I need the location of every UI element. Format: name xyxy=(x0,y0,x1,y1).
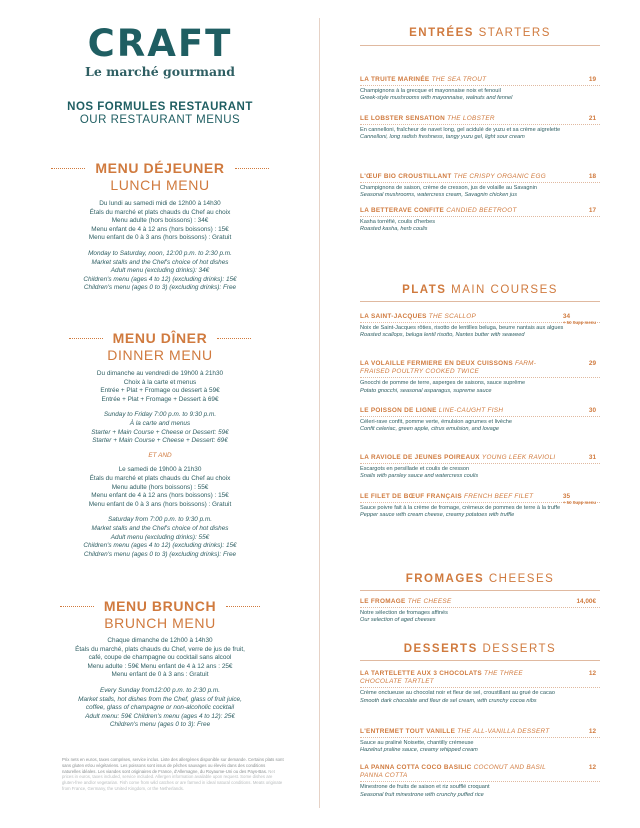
divider-dots xyxy=(51,168,85,169)
dinner-line: Entrée + Plat + Fromage + Dessert à 69€ xyxy=(101,395,219,403)
dish-name: L'ENTREMET TOUT VANILLE xyxy=(360,728,456,735)
cheeses-heading xyxy=(330,573,630,585)
footnote-en: Net prices in euros, taxes included, service included. Allergen information available upon request. Some dishes are gluten-free and/or vegetarian. Fish come from wild catches or are farmed in ideal natural conditions. Meats originate from France, Germany, the United Kingdom, or the Netherlands. xyxy=(62,768,283,791)
divider-dots xyxy=(217,338,251,339)
brunch-line: Menu adulte : 59€ Menu enfant de 4 à 12 ans : 25€ xyxy=(87,662,233,670)
dish-price: 17 xyxy=(588,207,596,214)
dish-name-en: THE CRISPY ORGANIC EGG xyxy=(453,173,547,180)
craft-logo: CRAFT xyxy=(87,22,233,65)
dish-name: LE FILET DE BŒUF FRANÇAIS xyxy=(360,493,462,500)
dish-item xyxy=(360,115,600,142)
dish-price: 12 xyxy=(588,764,596,771)
dish-name-en: FRENCH BEEF FILET xyxy=(464,493,534,500)
lunch-heading xyxy=(0,160,320,193)
dish-desc-en: Cannelloni, long radish freshness, tangy yuzu gel, light sour cream xyxy=(360,134,525,141)
dish-name-en: COCONUT AND BASIL PANNA COTTA xyxy=(360,764,546,780)
dish-price: 19 xyxy=(588,76,596,83)
dish-desc-en: Pepper sauce with cream cheese, creamy potatoes with truffle xyxy=(360,512,515,519)
dish-desc-fr: Escargots en persillade et coulis de cresson xyxy=(360,466,470,473)
dish-item xyxy=(360,598,600,625)
column-divider xyxy=(319,18,320,808)
footnote-fr: Prix nets en euros, taxes comprises, service inclus. Liste des allergènes disponible sur demande. Certains plats sont sans gluten et/ou végétariens. Les poissons sont issus de pêches sauvages ou élevés dans des conditions naturelles idéales. Les viandes sont originaires de France, d'Allemagne, du Royaume-Uni ou des Pays-Bas. xyxy=(62,757,284,774)
dinner-line: Étals du marché et plats chauds du Chef au choix xyxy=(89,474,231,482)
desserts-title-fr: DESSERTS xyxy=(403,643,478,655)
brunch-line-en: coffee, glass of champagne or non-alcoholic cocktail xyxy=(85,704,235,712)
dish-desc-fr: Sauce au praliné Noisette, chantilly crémeuse xyxy=(360,740,474,747)
starters-title-fr: ENTRÉES xyxy=(409,27,474,39)
dish-name: LA PANNA COTTA COCO BASILIC xyxy=(360,764,472,771)
dish-desc-en: Snails with parsley sauce and watercress coulis xyxy=(360,473,479,480)
dinner-line-en: Children's menu (ages 0 to 3) (excluding drinks): Free xyxy=(83,550,237,558)
cheeses-title-en: CHEESES xyxy=(488,573,555,585)
dinner-line: Entrée + Plat + Fromage ou dessert à 59€ xyxy=(100,387,220,395)
dish-desc-fr: Sauce poivre fait à la crème de fromage, crémeux de pommes de terre à la truffe xyxy=(360,505,561,512)
dish-item xyxy=(360,728,600,755)
dinner-line: Du dimanche au vendredi de 19h00 à 21h30 xyxy=(96,370,224,377)
dish-price: 29 xyxy=(588,360,596,367)
desserts-title-en: DESSERTS xyxy=(482,643,557,655)
brunch-line-en: Every Sunday from12:00 p.m. to 2:30 p.m. xyxy=(99,686,221,694)
dinner-line: Le samedi de 19h00 à 21h30 xyxy=(118,466,202,474)
cheeses-title-fr: FROMAGES xyxy=(405,573,485,585)
dinner-line-en: À la carte and menus xyxy=(129,419,191,427)
lunch-line: Menu enfant de 0 à 3 ans (hors boissons) : Gratuit xyxy=(88,234,232,242)
dish-name-en: THE LOBSTER xyxy=(447,115,495,122)
dinner-line-en: Market stalls and the Chef's choice of hot dishes xyxy=(91,524,229,532)
dish-price: 14,00€ xyxy=(576,598,596,605)
dinner-line-en: Saturday from 7:00 p.m. to 9:30 p.m. xyxy=(107,516,213,524)
dinner-line: Menu enfant de 0 à 3 ans (hors boissons) : Gratuit xyxy=(88,500,232,508)
brunch-heading xyxy=(0,598,320,631)
dish-desc-en: Smooth dark chocolate and fleur de sel cream, with crunchy cocoa nibs xyxy=(360,697,537,704)
dinner-title-fr: MENU DÎNER xyxy=(112,330,208,346)
dish-price: 30 xyxy=(588,407,596,414)
dinner-line: Choix à la carte et menus xyxy=(123,378,197,386)
dish-price: 12 xyxy=(588,670,596,677)
dish-item xyxy=(360,670,600,705)
dish-name: LA TARTELETTE AUX 3 CHOCOLATS xyxy=(360,670,482,677)
section-rule xyxy=(360,301,600,302)
carte-column xyxy=(330,0,630,828)
dish-desc-en: Seasonal fruit minestrone with crunchy puffed rice xyxy=(360,791,484,798)
dish-name-en: LINE-CAUGHT FISH xyxy=(438,407,504,414)
dish-supplement: + 5€ Supp menu xyxy=(562,320,596,325)
dish-name-en: YOUNG LEEK RAVIOLI xyxy=(481,454,556,461)
lunch-details xyxy=(40,200,280,293)
dish-desc-fr: Champignons à la grecque et mayonnaise noix et fenouil xyxy=(360,88,501,95)
dish-name-en: THE THREE CHOCOLATE TARTLET xyxy=(360,670,523,686)
brunch-details xyxy=(40,637,280,730)
dish-price: 21 xyxy=(588,115,596,122)
section-rule xyxy=(360,590,600,591)
dish-desc-en: Potato gnocchi, seasonal asparagus, supreme sauce xyxy=(360,387,492,394)
dish-name: LE POISSON DE LIGNE xyxy=(360,407,437,414)
dish-desc-en: Hazelnut praline sauce, creamy whipped cream xyxy=(360,747,478,754)
dish-desc-fr: Notre sélection de fromages affinés xyxy=(360,610,448,617)
mains-title-fr: PLATS xyxy=(402,284,447,296)
dish-name-en: CANDIED BEETROOT xyxy=(446,207,517,214)
dish-item xyxy=(360,173,600,200)
divider-dots xyxy=(235,168,269,169)
dish-name: LA SAINT-JACQUES xyxy=(360,313,427,320)
section-rule xyxy=(360,45,600,46)
formulas-header xyxy=(0,101,320,126)
desserts-heading xyxy=(330,643,630,655)
dish-item xyxy=(360,313,600,340)
dinner-title-en: DINNER MENU xyxy=(107,347,213,363)
starters-heading xyxy=(330,27,630,39)
dish-item xyxy=(360,76,600,103)
dish-price: 12 xyxy=(588,728,596,735)
dish-price: 18 xyxy=(588,173,596,180)
brunch-title-en: BRUNCH MENU xyxy=(104,615,216,631)
divider-dots xyxy=(69,338,103,339)
dinner-separator: ET AND xyxy=(148,451,172,459)
brunch-line: Chaque dimanche de 12h00 à 14h30 xyxy=(107,637,213,644)
dinner-line: Menu enfant de 4 à 12 ans (hors boissons) : 15€ xyxy=(91,492,229,500)
dish-desc-fr: Noix de Saint-Jacques rôties, risotto de lentilles beluga, beurre nantais aux algues xyxy=(360,325,564,332)
dish-item xyxy=(360,454,600,481)
dish-desc-fr: Crème onctueuse au chocolat noir et fleur de sel, croustillant au grué de cacao xyxy=(360,690,555,697)
dinner-line-en: Sunday to Friday 7:00 p.m. to 9:30 p.m. xyxy=(103,411,217,419)
dish-name: LA BETTERAVE CONFITE xyxy=(360,207,445,214)
dish-item xyxy=(360,407,600,434)
lunch-line-en: Monday to Saturday, noon, 12:00 p.m. to 2:30 p.m. xyxy=(88,249,232,257)
dish-supplement: + 5€ Supp menu xyxy=(562,500,596,505)
dinner-line-en: Starter + Main Course + Cheese or Dessert: 59€ xyxy=(91,428,229,436)
dinner-details xyxy=(40,370,280,559)
starters-title-en: STARTERS xyxy=(478,27,551,39)
formulas-title-fr: NOS FORMULES RESTAURANT xyxy=(67,101,253,113)
dish-item xyxy=(360,207,600,234)
dish-name: LA RAVIOLE DE JEUNES POIREAUX xyxy=(360,454,480,461)
brunch-line: Étals du marché, plats chauds du Chef, verre de jus de fruit, xyxy=(75,645,245,653)
lunch-line-en: Adult menu (excluding drinks): 34€ xyxy=(110,267,210,275)
dinner-line: Menu adulte (hors boissons) : 55€ xyxy=(111,483,209,491)
lunch-line: Étals du marché et plats chauds du Chef au choix xyxy=(89,208,231,216)
dish-desc-fr: Gnocchi de pomme de terre, asperges de saisons, sauce suprême xyxy=(360,380,526,387)
dinner-line-en: Adult menu (excluding drinks): 55€ xyxy=(110,533,210,541)
dish-price: 31 xyxy=(588,454,596,461)
dish-name-en: THE SCALLOP xyxy=(428,313,477,320)
dish-desc-fr: Céleri-rave confit, pomme verte, émulsion agrumes et livèche xyxy=(360,419,513,426)
brunch-line-en: Children's menu (ages 0 to 3): Free xyxy=(109,721,211,729)
lunch-title-en: LUNCH MENU xyxy=(110,177,210,193)
dish-desc-fr: Kasha torréfié, coulis d'herbes xyxy=(360,219,436,226)
dish-desc-fr: En cannelloni, fraîcheur de navet long, gel acidulé de yuzu et sa crème aigrelette xyxy=(360,127,561,134)
dish-name: LA TRUITE MARINÉE xyxy=(360,76,430,83)
dish-name: L'ŒUF BIO CROUSTILLANT xyxy=(360,173,452,180)
lunch-line-en: Children's menu (ages 4 to 12) (excluding drinks): 15€ xyxy=(83,275,237,283)
tagline: Le marché gourmand xyxy=(85,64,235,79)
dish-name: LE FROMAGE xyxy=(360,598,406,605)
dinner-heading xyxy=(0,330,320,363)
dish-desc-fr: Minestrone de fruits de saison et riz soufflé croquant xyxy=(360,784,490,791)
brunch-title-fr: MENU BRUNCH xyxy=(103,598,217,614)
brunch-line: Menu enfant de 0 à 3 ans : Gratuit xyxy=(111,671,209,679)
brunch-line-en: Market stalls, hot dishes from the Chef, glass of fruit juice, xyxy=(78,695,242,703)
dinner-line-en: Children's menu (ages 4 to 12) (excluding drinks): 15€ xyxy=(83,542,237,550)
dish-item xyxy=(360,493,600,520)
dish-name-en: FARM-FRAISED POULTRY COOKED TWICE xyxy=(360,360,537,376)
mains-title-en: MAIN COURSES xyxy=(451,284,558,296)
section-rule xyxy=(360,660,600,661)
dish-item xyxy=(360,360,600,395)
formulas-title-en: OUR RESTAURANT MENUS xyxy=(79,114,241,126)
divider-dots xyxy=(226,606,260,607)
lunch-line: Menu adulte (hors boissons) : 34€ xyxy=(111,217,209,225)
dish-name: LE LOBSTER SENSATION xyxy=(360,115,446,122)
lunch-line-en: Market stalls and the Chef's choice of hot dishes xyxy=(91,258,229,266)
legal-footnote xyxy=(62,757,284,792)
brunch-line: café, coupe de champagne ou cocktail sans alcool xyxy=(88,654,232,662)
lunch-title-fr: MENU DÉJEUNER xyxy=(95,160,225,176)
dish-desc-en: Roasted scallops, beluga lentil risotto, Nantes butter with seaweed xyxy=(360,332,525,339)
dish-item xyxy=(360,764,600,799)
dish-desc-en: Seasonal mushrooms, watercress cream, Savagnin chicken jus xyxy=(360,192,518,199)
mains-heading xyxy=(330,284,630,296)
dish-desc-en: Confit celeriac, green apple, citrus emulsion, and lovage xyxy=(360,426,499,433)
dish-name-en: THE CHEESE xyxy=(407,598,452,605)
lunch-line: Menu enfant de 4 à 12 ans (hors boissons) : 15€ xyxy=(91,225,229,233)
dish-desc-en: Roasted kasha, herb coulis xyxy=(360,226,428,233)
dish-name-en: THE SEA TROUT xyxy=(431,76,487,83)
dish-name-en: THE ALL-VANILLA DESSERT xyxy=(457,728,550,735)
lunch-line: Du lundi au samedi midi de 12h00 à 14h30 xyxy=(99,200,221,207)
dish-desc-en: Our selection of aged cheeses xyxy=(360,617,436,624)
dish-price: 34 xyxy=(562,313,571,320)
dish-name: LA VOLAILLE FERMIERE EN DEUX CUISSONS xyxy=(360,360,513,367)
dinner-line-en: Starter + Main Course + Cheese + Dessert: 69€ xyxy=(92,437,228,445)
divider-dots xyxy=(60,606,94,607)
dish-desc-fr: Champignons de saison, crème de cresson, jus de volaille au Savagnin xyxy=(360,185,537,192)
dish-desc-en: Greek-style mushrooms with mayonnaise, walnuts and fennel xyxy=(360,95,513,102)
brunch-line-en: Adult menu: 59€ Children's menu (ages 4 to 12): 25€ xyxy=(85,712,235,720)
lunch-line-en: Children's menu (ages 0 to 3) (excluding drinks): Free xyxy=(83,284,237,292)
dish-price: 35 xyxy=(562,493,571,500)
